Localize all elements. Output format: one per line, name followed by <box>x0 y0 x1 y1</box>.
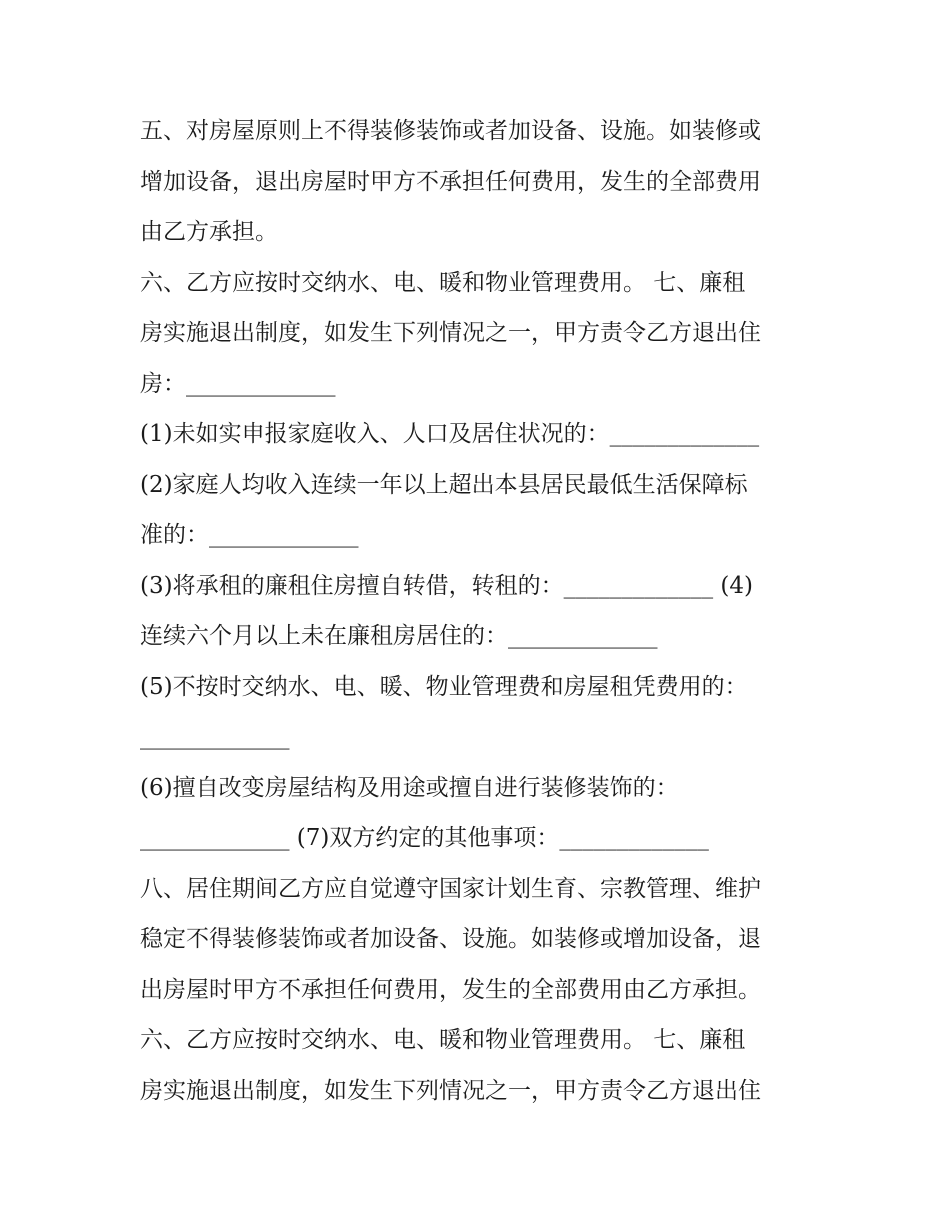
text-line: 六、乙方应按时交纳水、电、暖和物业管理费用。 七、廉租 <box>140 1027 746 1053</box>
text-line: 增加设备，退出房屋时甲方不承担任何费用，发生的全部费用 <box>140 168 761 195</box>
text-line: 房实施退出制度，如发生下列情况之一，甲方责令乙方退出住 <box>140 1077 761 1104</box>
text-line: (6)擅自改变房屋结构及用途或擅自进行装修装饰的： <box>140 774 679 801</box>
text-line: _____________ <box>140 724 290 750</box>
text-line: (5)不按时交纳水、电、暖、物业管理费和房屋租凭费用的： <box>140 673 748 700</box>
text-line: (1)未如实申报家庭收入、人口及居住状况的：_____________ <box>140 421 760 447</box>
text-line: _____________ (7)双方约定的其他事项：_____________ <box>140 825 709 851</box>
text-line: 八、居住期间乙方应自觉遵守国家计划生育、宗教管理、维护 <box>140 875 761 902</box>
text-line: 六、乙方应按时交纳水、电、暖和物业管理费用。 七、廉租 <box>140 269 746 296</box>
text-line: 准的：_____________ <box>140 522 359 548</box>
text-line: 房实施退出制度，如发生下列情况之一，甲方责令乙方退出住 <box>140 320 761 346</box>
text-line: 出房屋时甲方不承担任何费用，发生的全部费用由乙方承担。 <box>140 976 761 1003</box>
text-line: 连续六个月以上未在廉租房居住的：_____________ <box>140 623 658 649</box>
text-line: 五、对房屋原则上不得装修装饰或者加设备、设施。如装修或 <box>140 118 761 144</box>
text-line: 由乙方承担。 <box>140 219 278 245</box>
text-line: 稳定不得装修装饰或者加设备、设施。如装修或增加设备，退 <box>140 926 761 952</box>
document-body <box>140 106 820 1116</box>
text-line: 房：_____________ <box>140 370 336 397</box>
text-line: (3)将承租的廉租住房擅自转借，转租的：_____________ (4) <box>140 572 753 599</box>
text-line: (2)家庭人均收入连续一年以上超出本县居民最低生活保障标 <box>140 471 748 498</box>
